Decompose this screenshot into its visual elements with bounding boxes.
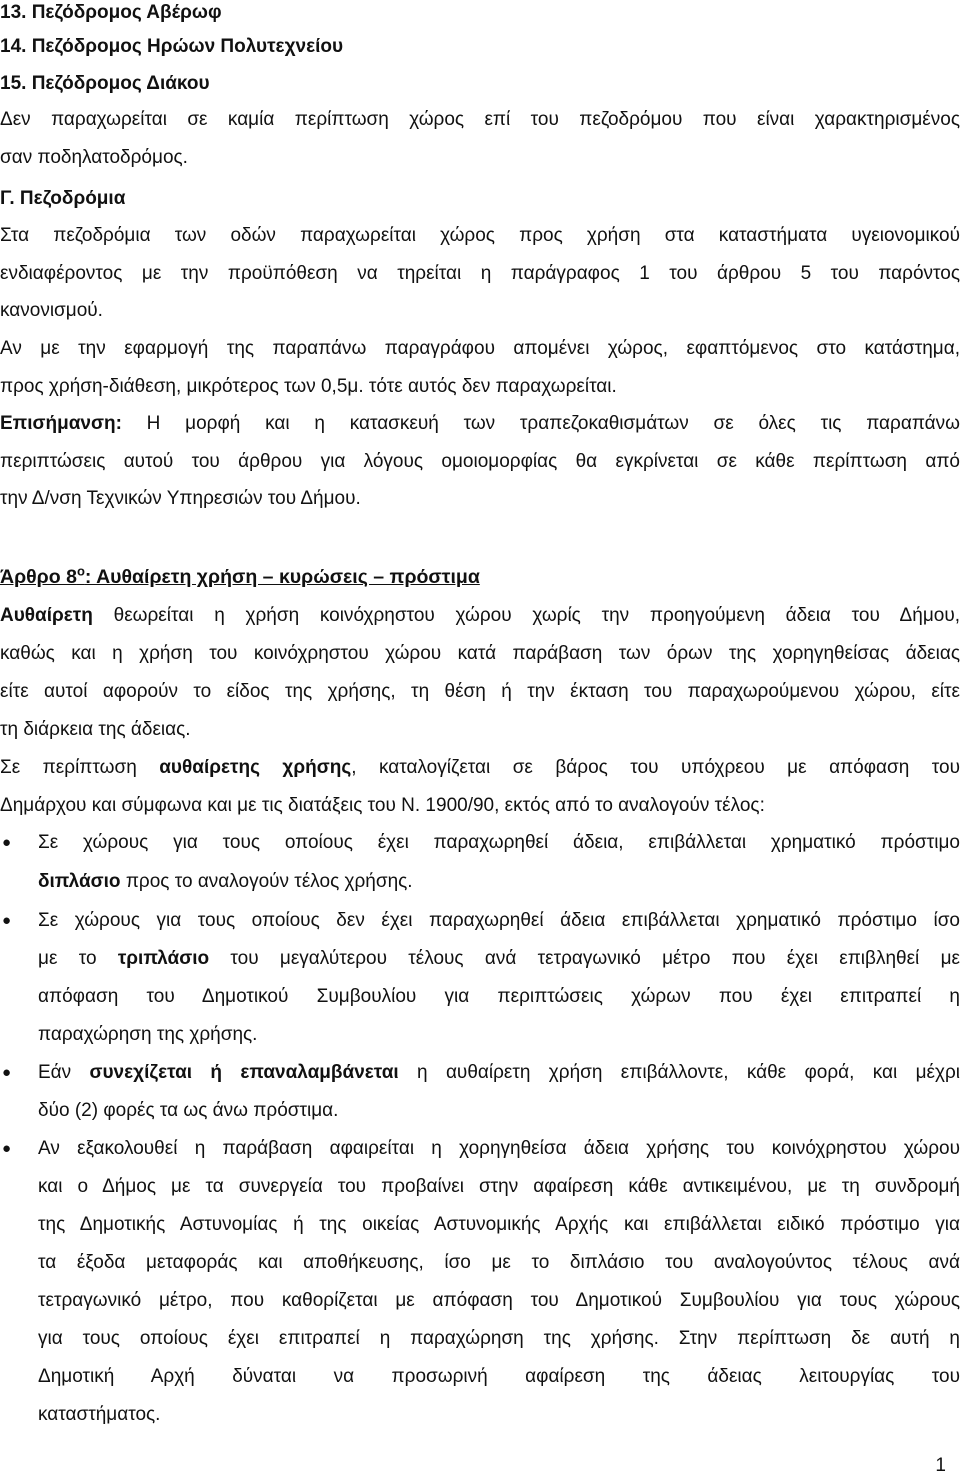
- bold-term: συνεχίζεται ή επαναλαμβάνεται: [89, 1062, 399, 1083]
- bold-term: τριπλάσιο: [117, 948, 210, 969]
- paragraph-line: Αν με την εφαρμογή της παραπάνω παραγράφου απομένει χώρος, εφαπτόμενος στο κατάστημα,: [0, 338, 960, 359]
- paragraph-line: προς χρήση-διάθεση, μικρότερος των 0,5μ. τότε αυτός δεν παραχωρείται.: [0, 376, 617, 397]
- bold-term: διπλάσιο: [38, 871, 121, 892]
- bullet-line: Δημοτική Αρχή δύναται να προσωρινή αφαίρεση της άδειας λειτουργίας του: [38, 1366, 960, 1387]
- notice-label: Επισήμανση:: [0, 413, 122, 434]
- paragraph-line: τη διάρκεια της άδειας.: [0, 719, 191, 740]
- bullet-icon: ●: [2, 1140, 12, 1157]
- bold-term: αυθαίρετης χρήσης: [159, 757, 352, 778]
- bullet-line: Σε χώρους για τους οποίους έχει παραχωρηθεί άδεια, επιβάλλεται χρηματικό πρόστιμο: [38, 832, 960, 853]
- bullet-icon: ●: [2, 912, 12, 929]
- paragraph-line: Δεν παραχωρείται σε καμία περίπτωση χώρος επί του πεζοδρόμου που είναι χαρακτηρισμένος: [0, 109, 960, 130]
- page-number: 1: [935, 1455, 946, 1476]
- bullet-line: τα έξοδα μεταφοράς και αποθήκευσης, ίσο με το διπλάσιο του αναλογούντος τέλους ανά: [38, 1252, 960, 1273]
- list-item-14: 14. Πεζόδρομος Ηρώων Πολυτεχνείου: [0, 36, 344, 57]
- bullet-line: για τους οποίους έχει επιτραπεί η παραχώρηση της χρήσης. Στην περίπτωση δε αυτή η: [38, 1328, 960, 1349]
- bullet-line: απόφαση του Δημοτικού Συμβουλίου για περιπτώσεις χώρων που έχει επιτραπεί η: [38, 986, 960, 1007]
- list-item-13: 13. Πεζόδρομος Αβέρωφ: [0, 2, 222, 23]
- paragraph-line: Στα πεζοδρόμια των οδών παραχωρείται χώρος προς χρήση στα καταστήματα υγειονομικού: [0, 225, 960, 246]
- paragraph-line: σαν ποδηλατοδρόμος.: [0, 147, 188, 168]
- bullet-line: και ο Δήμος με τα συνεργεία του προβαίνει στην αφαίρεση κάθε αντικειμένου, με τη συνδρομή: [38, 1176, 960, 1197]
- notice-line: Επισήμανση: Η μορφή και η κατασκευή των τραπεζοκαθισμάτων σε όλες τις παραπάνω: [0, 413, 960, 434]
- paragraph-line: Αυθαίρετη θεωρείται η χρήση κοινόχρηστου χώρου χωρίς την προηγούμενη άδεια του Δήμου,: [0, 605, 960, 626]
- paragraph-line: είτε αυτοί αφορούν το είδος της χρήσης, τη θέση ή την έκταση του παραχωρούμενου χώρου, είτε: [0, 681, 960, 702]
- bullet-line: με το τριπλάσιο του μεγαλύτερου τέλους ανά τετραγωνικό μέτρο που έχει επιβληθεί με: [38, 948, 960, 969]
- bold-term: Αυθαίρετη: [0, 605, 93, 626]
- list-item-15: 15. Πεζόδρομος Διάκου: [0, 73, 210, 94]
- notice-line: την Δ/νση Τεχνικών Υπηρεσιών του Δήμου.: [0, 488, 361, 509]
- bullet-icon: ●: [2, 834, 12, 851]
- bullet-line: Σε χώρους για τους οποίους δεν έχει παραχωρηθεί άδεια επιβάλλεται χρηματικό πρόστιμο ίσο: [38, 910, 960, 931]
- paragraph-line: κανονισμού.: [0, 300, 103, 321]
- bullet-line: δύο (2) φορές τα ως άνω πρόστιμα.: [38, 1100, 339, 1121]
- bullet-line: Αν εξακολουθεί η παράβαση αφαιρείται η χορηγηθείσα άδεια χρήσης του κοινόχρηστου χώρου: [38, 1138, 960, 1159]
- paragraph-line: Σε περίπτωση αυθαίρετης χρήσης, καταλογίζεται σε βάρος του υπόχρεου με απόφαση του: [0, 757, 960, 778]
- bullet-line: παραχώρηση της χρήσης.: [38, 1024, 258, 1045]
- bullet-line: τετραγωνικό μέτρο, που καθορίζεται με απόφαση του Δημοτικού Συμβουλίου για τους χώρους: [38, 1290, 960, 1311]
- paragraph-line: ενδιαφέροντος με την προϋπόθεση να τηρείται η παράγραφος 1 του άρθρου 5 του παρόντος: [0, 263, 960, 284]
- bullet-line: διπλάσιο προς το αναλογούν τέλος χρήσης.: [38, 871, 413, 892]
- paragraph-line: Δημάρχου και σύμφωνα και με τις διατάξεις του Ν. 1900/90, εκτός από το αναλογούν τέλος:: [0, 795, 765, 816]
- paragraph-line: καθώς και η χρήση του κοινόχρηστου χώρου κατά παράβαση των όρων της χορηγηθείσας άδειας: [0, 643, 960, 664]
- notice-line: περιπτώσεις αυτού του άρθρου για λόγους ομοιομορφίας θα εγκρίνεται σε κάθε περίπτωση από: [0, 451, 960, 472]
- section-heading: Γ. Πεζοδρόμια: [0, 188, 126, 209]
- article-title: Άρθρο $8^o$: Αυθαίρετη χρήση – κυρώσεις – πρόστιμα: [0, 563, 480, 588]
- bullet-line: καταστήματος.: [38, 1404, 161, 1425]
- bullet-icon: ●: [2, 1064, 12, 1081]
- bullet-line: Εάν συνεχίζεται ή επαναλαμβάνεται η αυθαίρετη χρήση επιβάλλοντε, κάθε φορά, και μέχρι: [38, 1062, 960, 1083]
- bullet-line: της Δημοτικής Αστυνομίας ή της οικείας Αστυνομικής Αρχής και επιβάλλεται ειδικό πρόστιμο για: [38, 1214, 960, 1235]
